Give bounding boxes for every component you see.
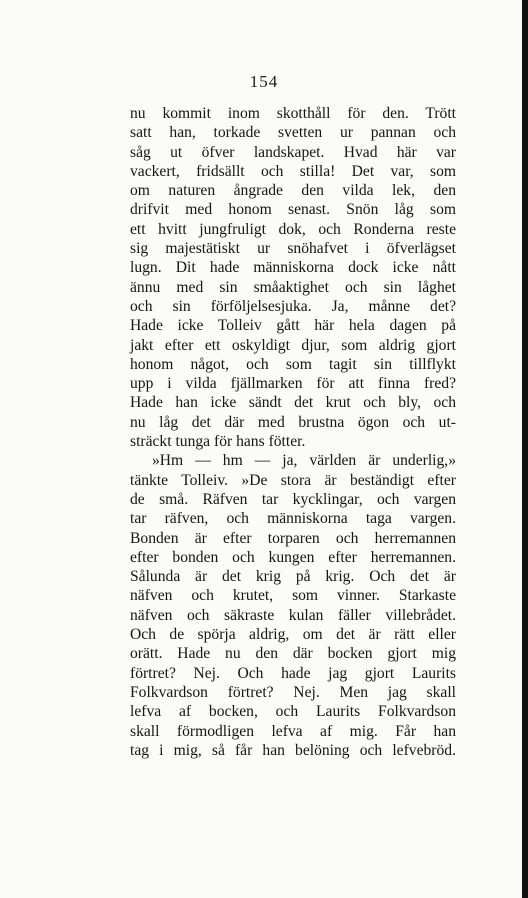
text-line: jakt efter ett oskyldigt djur, som aldrig gjort [130, 336, 456, 354]
text-line: »Hm — hm — ja, världen är underlig,» [152, 452, 456, 470]
text-line: näfven och säkraste kulan fäller villebrådet. [130, 606, 456, 624]
text-line: efter bonden och kungen efter herremannen. [130, 548, 456, 566]
text-line: Sålunda är det krig på krig. Och det är [130, 568, 456, 586]
text-line: nu låg det där med brustna ögon och ut- [130, 413, 456, 431]
text-line: Bonden är efter torparen och herremannen [130, 529, 456, 547]
text-line: satt han, torkade svetten ur pannan och [130, 124, 456, 142]
text-line: orätt. Hade nu den där bocken gjort mig [130, 645, 456, 663]
text-line: ett hvitt jungfruligt dok, och Ronderna reste [130, 220, 456, 238]
text-line: Folkvardson förtret? Nej. Men jag skall [130, 683, 456, 701]
text-line: lugn. Dit hade människorna dock icke nått [130, 259, 456, 277]
text-line: ännu med sin småaktighet och sin låghet [130, 278, 456, 296]
text-line: såg ut öfver landskapet. Hvad här var [130, 143, 456, 161]
text-line: nu kommit inom skotthåll för den. Trött [130, 105, 456, 122]
text-line: tänkte Tolleiv. »De stora är beständigt efter [130, 471, 456, 489]
text-line: de små. Räfven tar kycklingar, och vargen [130, 490, 456, 508]
text-line: sträckt tunga för hans fötter. [130, 433, 306, 451]
text-line: tar räfven, och människorna taga vargen. [130, 510, 456, 528]
text-line: Och de spörja aldrig, om det är rätt eller [130, 626, 456, 644]
body-text [130, 104, 456, 760]
text-line: skall förmodligen lefva af mig. Får han [130, 722, 456, 740]
text-line: tag i mig, så får han belöning och lefvebröd. [130, 741, 456, 759]
text-line: Hade han icke sändt det krut och bly, och [130, 394, 456, 412]
text-line: sig majestätiskt ur snöhafvet i öfverlägset [130, 240, 456, 258]
text-line: Hade icke Tolleiv gått här hela dagen på [130, 317, 456, 335]
scan-edge [522, 0, 528, 898]
text-line: vackert, fridsällt och stilla! Det var, som [130, 162, 456, 180]
text-line: näfven och krutet, som vinner. Starkaste [130, 587, 456, 605]
text-line: upp i vilda fjällmarken för att finna fred? [130, 375, 456, 393]
page-number: 154 [249, 72, 279, 91]
text-line: honom något, och som tagit sin tillflykt [130, 355, 456, 373]
text-line: och sin förföljelsesjuka. Ja, månne det? [130, 297, 456, 315]
text-line: om naturen ångrade den vilda lek, den [130, 182, 456, 200]
text-line: drifvit med honom senast. Snön låg som [130, 201, 456, 219]
text-line: förtret? Nej. Och hade jag gjort Laurits [130, 664, 456, 682]
text-line: lefva af bocken, och Laurits Folkvardson [130, 703, 456, 721]
